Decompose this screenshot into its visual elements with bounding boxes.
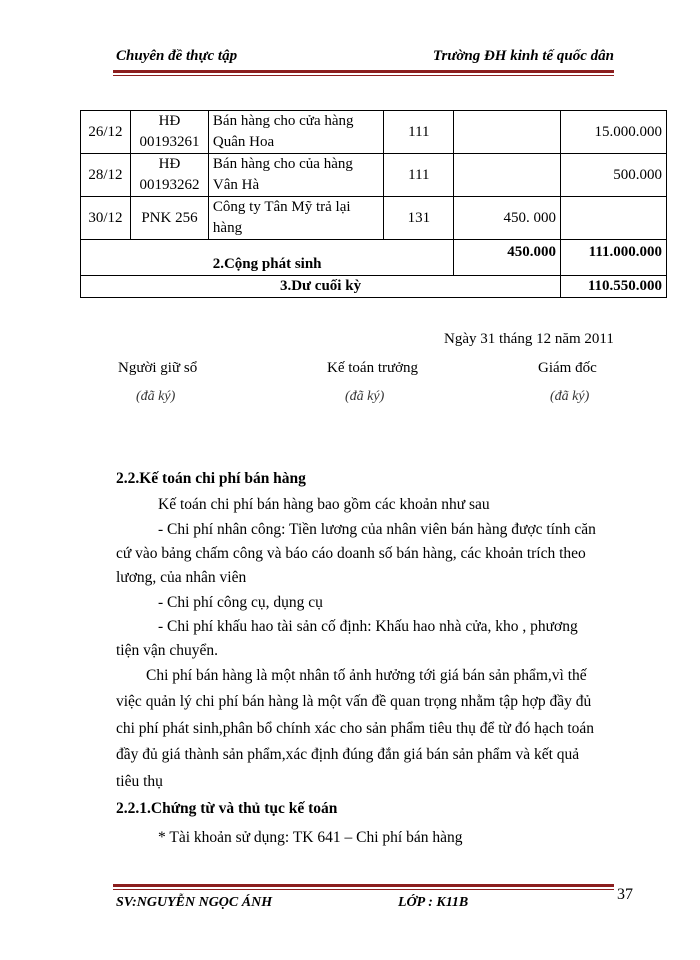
body-line: - Chi phí nhân công: Tiền lương của nhân viên bán hàng được tính căn xyxy=(158,521,596,538)
section-heading: 2.2.Kế toán chi phí bán hàng xyxy=(116,470,306,487)
closing-credit: 110.550.000 xyxy=(561,276,667,298)
desc-cell xyxy=(208,197,383,240)
account-cell: 131 xyxy=(384,197,454,240)
table-row xyxy=(81,111,667,154)
body-line: tiêu thụ xyxy=(116,773,163,790)
desc-line: Bán hàng cho của hàng xyxy=(212,156,353,172)
total-label: 2.Cộng phát sinh xyxy=(81,240,454,276)
credit-cell: 500.000 xyxy=(561,154,667,197)
account-line: * Tài khoản sử dụng: TK 641 – Chi phí bán hàng xyxy=(158,829,463,846)
debit-cell: 450. 000 xyxy=(454,197,561,240)
desc-cell xyxy=(208,154,383,197)
header-rule xyxy=(113,70,614,73)
total-row xyxy=(81,240,667,276)
ledger-table xyxy=(80,110,667,298)
total-credit: 111.000.000 xyxy=(561,240,667,276)
credit-cell: 15.000.000 xyxy=(561,111,667,154)
doc-number: 00193262 xyxy=(139,177,200,193)
signed-note: (đã ký) xyxy=(550,389,590,404)
header-left: Chuyên đề thực tập xyxy=(116,48,238,64)
body-line: Chi phí bán hàng là một nhân tố ảnh hưởng tới giá bán sản phẩm,vì thế xyxy=(146,667,587,684)
body-line: - Chi phí công cụ, dụng cụ xyxy=(158,594,323,611)
body-line: - Chi phí khấu hao tài sản cố định: Khấu hao nhà cửa, kho , phương xyxy=(158,618,578,635)
doc-cell xyxy=(130,154,208,197)
signer-director: Giám đốc xyxy=(538,360,597,376)
date-cell: 26/12 xyxy=(81,111,131,154)
body-line: chi phí phát sinh,phân bổ chính xác cho sản phẩm tiêu thụ để từ đó hạch toán xyxy=(116,720,595,737)
doc-type: HĐ xyxy=(158,113,181,129)
body-line: lương, của nhân viên xyxy=(116,569,247,586)
signed-note: (đã ký) xyxy=(136,389,176,404)
header-right: Trường ĐH kinh tế quốc dân xyxy=(432,48,614,64)
account-cell: 111 xyxy=(384,111,454,154)
table-row xyxy=(81,197,667,240)
doc-number: 00193261 xyxy=(139,134,200,150)
closing-label: 3.Dư cuối kỳ xyxy=(81,276,561,298)
subsection-heading: 2.2.1.Chứng từ và thủ tục kế toán xyxy=(116,800,338,817)
body-line: tiện vận chuyển. xyxy=(116,642,219,659)
closing-row xyxy=(81,276,667,298)
desc-line: hàng xyxy=(212,220,243,236)
intro-text: Kế toán chi phí bán hàng bao gồm các khoản như sau xyxy=(158,496,490,513)
debit-cell xyxy=(454,111,561,154)
debit-cell xyxy=(454,154,561,197)
footer-rule-thin xyxy=(113,889,614,890)
page-number: 37 xyxy=(617,886,633,903)
desc-line: Vân Hà xyxy=(212,177,260,193)
header-rule-thin xyxy=(113,75,614,76)
body-line: việc quản lý chi phí bán hàng là một vấn đề quan trọng nhằm tập hợp đầy đủ xyxy=(116,693,592,710)
doc-cell xyxy=(130,111,208,154)
account-cell: 111 xyxy=(384,154,454,197)
doc-type: HĐ xyxy=(158,156,181,172)
doc-cell: PNK 256 xyxy=(130,197,208,240)
table-row xyxy=(81,154,667,197)
date-cell: 30/12 xyxy=(81,197,131,240)
footer-rule xyxy=(113,884,614,887)
signer-chief-accountant: Kế toán trưởng xyxy=(327,360,419,376)
signed-note: (đã ký) xyxy=(345,389,385,404)
desc-line: Công ty Tân Mỹ trả lại xyxy=(212,199,351,215)
date-line: Ngày 31 tháng 12 năm 2011 xyxy=(444,331,614,347)
signer-keeper: Người giữ sổ xyxy=(118,360,198,376)
body-line: cứ vào bảng chấm công và báo cáo doanh số bán hàng, các khoản trích theo xyxy=(116,545,586,562)
footer-class: LỚP : K11B xyxy=(398,895,469,910)
credit-cell xyxy=(561,197,667,240)
desc-cell xyxy=(208,111,383,154)
desc-line: Bán hàng cho cửa hàng xyxy=(212,113,354,129)
desc-line: Quân Hoa xyxy=(212,134,275,150)
body-line: đầy đủ giá thành sản phẩm,xác định đúng đắn giá bán sản phẩm và kết quả xyxy=(116,746,580,763)
total-debit: 450.000 xyxy=(454,240,561,276)
footer-student: SV:NGUYỄN NGỌC ÁNH xyxy=(116,895,273,910)
date-cell: 28/12 xyxy=(81,154,131,197)
